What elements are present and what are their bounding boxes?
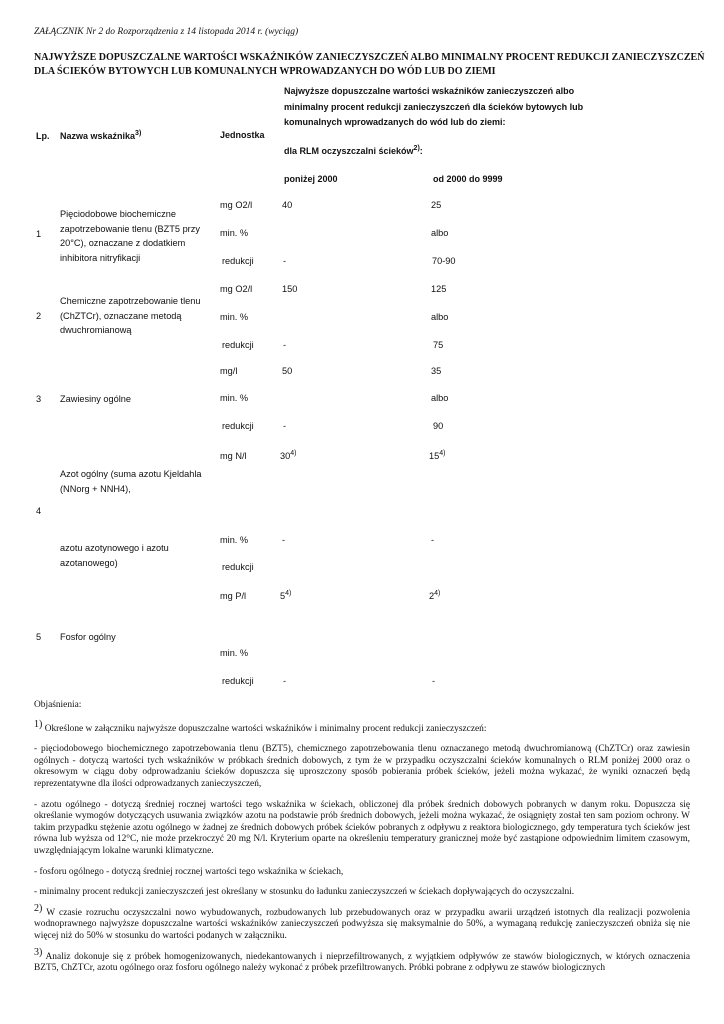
- document-title: [34, 51, 704, 79]
- row-3-value-below-2000: 50: [282, 366, 293, 376]
- footnote-2-mark: 2): [34, 902, 43, 914]
- row-4-value-2000-9999: [429, 451, 445, 461]
- row-4-name-continued: azotu azotynowego i azotu azotanowego): [60, 543, 169, 568]
- title-line-2: DLA ŚCIEKÓW BYTOWYCH LUB KOMUNALNYCH WPROWADZANYCH DO WÓD LUB DO ZIEMI: [34, 66, 496, 77]
- row-4-value-below-2000: [280, 451, 296, 461]
- row-5-reduction-below-2000: -: [283, 676, 287, 686]
- row-4-lp: 4: [36, 506, 42, 516]
- row-3-unit-2: min. %: [220, 393, 249, 403]
- footnote-ref-3: 3): [135, 130, 142, 137]
- row-3-lp: 3: [36, 394, 42, 404]
- footnote-ref-4: 4): [434, 589, 441, 597]
- paragraph-min-reduction: - minimalny procent redukcji zanieczyszczeń jest określany w stosunku do ładunku zanieczyszczeń w ściekach dopływających do oczyszczalni.: [34, 887, 575, 898]
- column-header-lp: Lp.: [36, 131, 50, 141]
- row-1-name: Pięciodobowe biochemiczne zapotrzebowanie tlenu (BZT5 przy 20°C), oznaczane z dodatkiem inhibitora nitryfikacji: [60, 209, 200, 263]
- footnote-3-text: Analiz dokonuje się z próbek homogenizowanych, niedekantowanych i nieprzefiltrowanych, z wyjątkiem odpływów ze stawów biologicznych, w których oznaczenia BZT5, ChZTCr, azotu ogólnego oraz fosforu ogólnego należy wykonać z próbek przefiltrowanych. Próbki pobrane z odpływu ze stawów biologicznych: [34, 951, 691, 974]
- footnote-1-mark: 1): [34, 718, 43, 730]
- row-5-value-2000-9999: [429, 591, 440, 601]
- row-1-reduction-2000-9999: 70-90: [432, 256, 456, 266]
- footnote-ref-4: 4): [285, 589, 292, 597]
- row-5-name: Fosfor ogólny: [60, 632, 116, 642]
- row-4-reduction-2000-9999: -: [431, 535, 435, 545]
- paragraph-bzt: - pięciodobowego biochemicznego zapotrzebowania tlenu (BZT5), chemicznego zapotrzebowania tlenu oznaczanego metodą dwuchromianową (ChZTCr) oraz zawiesin ogólnych - dotyczą wartości tych wskaźników w próbkach średnich dobowych, z tym że w przypadku oczyszczalni ścieków komunalnych o RLM poniżej 2000 oraz o okresowym w ciągu doby odprowadzaniu ścieków dopuszcza się uproszczony sposób pobierania próbek ścieków, jeżeli można wykazać, że wyniki oznaczeń będą reprezentatywne dla ilości odprowadzanych zanieczyszczeń,: [34, 744, 690, 789]
- row-3-connector: albo: [431, 393, 449, 403]
- footnote-ref-2: 2): [413, 145, 420, 152]
- row-2-name: Chemiczne zapotrzebowanie tlenu (ChZTCr), oznaczane metodą dwuchromianową: [60, 296, 201, 335]
- row-2-value-2000-9999: 125: [431, 284, 447, 294]
- row-5-reduction-2000-9999: -: [432, 676, 436, 686]
- rlm-header-text: dla RLM oczyszczalni ścieków: [284, 146, 414, 156]
- title-line-1: NAJWYŻSZE DOPUSZCZALNE WARTOŚCI WSKAŹNIKÓW ZANIECZYSZCZEŃ ALBO MINIMALNY PROCENT REDUKCJI ZANIECZYSZCZEŃ: [34, 52, 705, 63]
- paragraph-azot: - azotu ogólnego - dotyczą średniej rocznej wartości tego wskaźnika w ściekach, obliczonej dla próbek średnich dobowych pobranych w danym roku. Dopuszcza się określanie wymogów dotyczących usuwania związków azotu na podstawie prób średnich dobowych, jeżeli można wykazać, że osiągnięty został ten sam poziom ochrony. W takim przypadku stężenie azotu ogólnego w żadnej ze średnich dobowych próbek ścieków pobranych z odpływu z reaktora biologicznego, gdy temperatura tych ścieków jest równa lub wyższa od 12°C, nie może przekroczyć 20 mg N/l. Kryterium oparte na określeniu temperatury granicznej może być zastąpione odpowiednim limitem czasowym, uwzględniającym lokalne warunki klimatyczne.: [34, 799, 690, 856]
- row-1-reduction-below-2000: -: [283, 256, 287, 266]
- row-4-unit-3: redukcji: [222, 562, 254, 572]
- row-1-unit-2: min. %: [220, 228, 249, 238]
- main-header-line-2: minimalny procent redukcji zanieczyszczeń dla ścieków bytowych lub: [284, 101, 584, 112]
- row-5-value-below-2000: [280, 591, 291, 601]
- row-2-unit-1: mg O2/l: [220, 284, 253, 294]
- column-header-name: [60, 131, 141, 141]
- footnote-2: [34, 902, 690, 943]
- footnote-1: [34, 718, 690, 736]
- row-2-lp: 2: [36, 311, 42, 321]
- footnote-3: [34, 946, 691, 975]
- row-4-reduction-below-2000: -: [282, 535, 286, 545]
- row-1-connector: albo: [431, 228, 449, 238]
- rlm-header-colon: :: [419, 146, 423, 156]
- row-2-reduction-below-2000: -: [283, 340, 287, 350]
- row-1-lp: 1: [36, 229, 42, 239]
- sub-column-2000-9999: od 2000 do 9999: [433, 174, 503, 184]
- rlm-header: [284, 146, 423, 156]
- main-header-line-3: komunalnych wprowadzanych do wód lub do ziemi:: [284, 117, 506, 127]
- row-3-unit-1: mg/l: [220, 366, 238, 376]
- row-1-value-below-2000: 40: [282, 200, 293, 210]
- row-3-reduction-2000-9999: 90: [433, 421, 444, 431]
- row-4-value-2000-9999-number: 15: [429, 451, 440, 461]
- main-column-header: [284, 84, 583, 131]
- footnote-1-text: Określone w załączniku najwyższe dopuszczalne wartości wskaźników i minimalny procent redukcji zanieczyszczeń:: [44, 723, 487, 734]
- explanations-section: [34, 700, 690, 984]
- row-5-unit-3: redukcji: [222, 676, 254, 686]
- footnote-3-mark: 3): [34, 946, 43, 958]
- footnote-ref-4: 4): [290, 449, 297, 457]
- main-header-line-1: Najwyższe dopuszczalne wartości wskaźników zanieczyszczeń albo: [284, 86, 575, 96]
- footnote-2-text: W czasie rozruchu oczyszczalni nowo wybudowanych, rozbudowanych lub przebudowanych oraz w przypadku awarii urządzeń istotnych dla realizacji pozwolenia wodnoprawnego najwyższe dopuszczalne wartości wskaźników zanieczyszczeń podwyższa się maksymalnie do 50%, a wymaganą redukcję zanieczyszczeń obniża się nie więcej niż do 50% w stosunku do wartości podanych w załączniku.: [34, 907, 690, 941]
- row-3-name: Zawiesiny ogólne: [60, 394, 131, 404]
- row-5-lp: 5: [36, 632, 42, 642]
- row-2-value-below-2000: 150: [282, 284, 298, 294]
- row-3-unit-3: redukcji: [222, 421, 254, 431]
- footnote-ref-4: 4): [439, 449, 446, 457]
- row-4-value-below-2000-number: 30: [280, 451, 291, 461]
- row-5-unit-2: min. %: [220, 648, 249, 658]
- explanations-label: Objaśnienia:: [34, 700, 82, 710]
- row-2-connector: albo: [431, 312, 449, 322]
- row-2-unit-2: min. %: [220, 312, 249, 322]
- column-header-unit: Jednostka: [220, 130, 265, 140]
- row-4-unit-2: min. %: [220, 535, 249, 545]
- row-5-value-2000-9999-number: 2: [429, 591, 435, 601]
- row-2-unit-3: redukcji: [222, 340, 254, 350]
- row-4-name: Azot ogólny (suma azotu Kjeldahla (NNorg + NNH4),: [60, 469, 202, 494]
- row-1-unit-1: mg O2/l: [220, 200, 253, 210]
- row-3-value-2000-9999: 35: [431, 366, 442, 376]
- row-5-value-below-2000-number: 5: [280, 591, 286, 601]
- paragraph-fosfor: - fosforu ogólnego - dotyczą średniej rocznej wartości tego wskaźnika w ściekach,: [34, 866, 344, 877]
- row-3-reduction-below-2000: -: [283, 421, 287, 431]
- row-4-unit-1: mg N/l: [220, 451, 247, 461]
- header-note: ZAŁĄCZNIK Nr 2 do Rozporządzenia z 14 listopada 2014 r. (wyciąg): [34, 27, 299, 37]
- row-1-unit-3: redukcji: [222, 256, 254, 266]
- row-2-reduction-2000-9999: 75: [433, 340, 444, 350]
- row-1-value-2000-9999: 25: [431, 200, 442, 210]
- sub-column-below-2000: poniżej 2000: [284, 174, 338, 184]
- row-5-unit-1: mg P/l: [220, 591, 247, 601]
- column-header-name-text: Nazwa wskaźnika: [60, 131, 136, 141]
